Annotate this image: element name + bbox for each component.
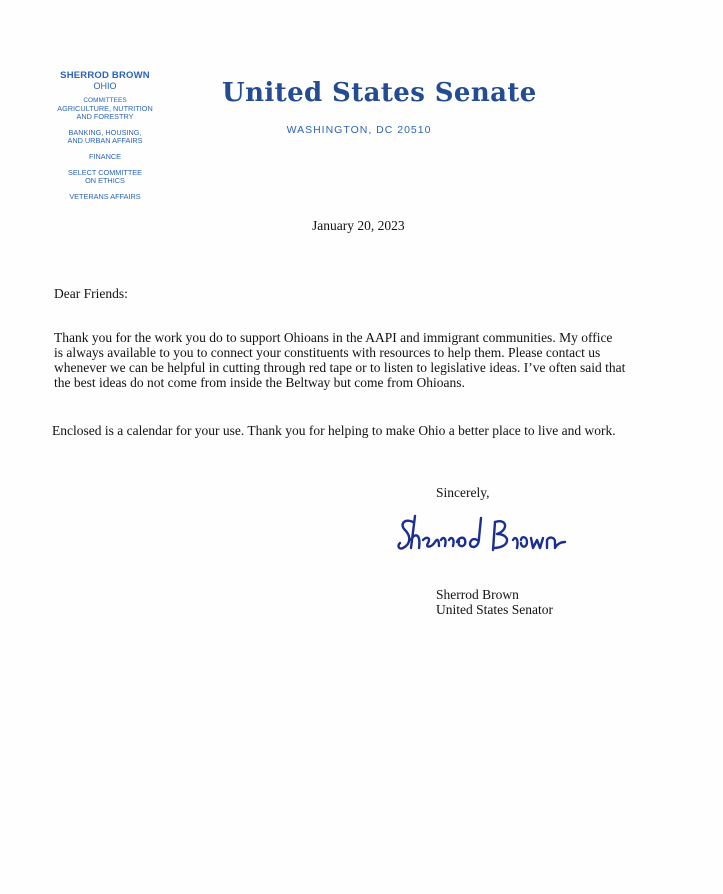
senator-state: OHIO (93, 81, 117, 91)
paragraph-line: Thank you for the work you do to support Ohioans in the AAPI and immigrant communities. My office (54, 330, 613, 345)
body-paragraph-2: Enclosed is a calendar for your use. Thank you for helping to make Ohio a better place to live and work. (52, 423, 616, 438)
signature (395, 510, 570, 565)
letterhead-sidebar (40, 70, 170, 209)
committee-item: VETERANS AFFAIRS (69, 192, 141, 201)
signature-block (436, 587, 553, 617)
paragraph-line: whenever we can be helpful in cutting through red tape or to listen to legislative ideas. I’ve often said that (54, 360, 626, 375)
body-paragraph-1 (54, 330, 674, 390)
committee-item: AGRICULTURE, NUTRITION AND FORESTRY (57, 104, 153, 121)
committees-heading: COMMITTEES (83, 97, 127, 104)
senate-address: WASHINGTON, DC 20510 (286, 124, 432, 136)
paragraph-line: the best ideas do not come from inside the Beltway but come from Ohioans. (54, 375, 465, 390)
senate-title: United States Senate (222, 78, 537, 108)
closing: Sincerely, (436, 485, 490, 500)
senator-name: SHERROD BROWN (60, 70, 150, 81)
salutation: Dear Friends: (54, 286, 128, 301)
signer-title: United States Senator (436, 602, 553, 617)
committee-item: BANKING, HOUSING, AND URBAN AFFAIRS (67, 128, 143, 145)
paragraph-line: is always available to you to connect your constituents with resources to help them. Please contact us (54, 345, 601, 360)
letter-date: January 20, 2023 (312, 218, 405, 233)
committee-item: SELECT COMMITTEE ON ETHICS (67, 168, 143, 185)
committee-item: FINANCE (88, 152, 122, 161)
signer-name: Sherrod Brown (436, 587, 519, 602)
